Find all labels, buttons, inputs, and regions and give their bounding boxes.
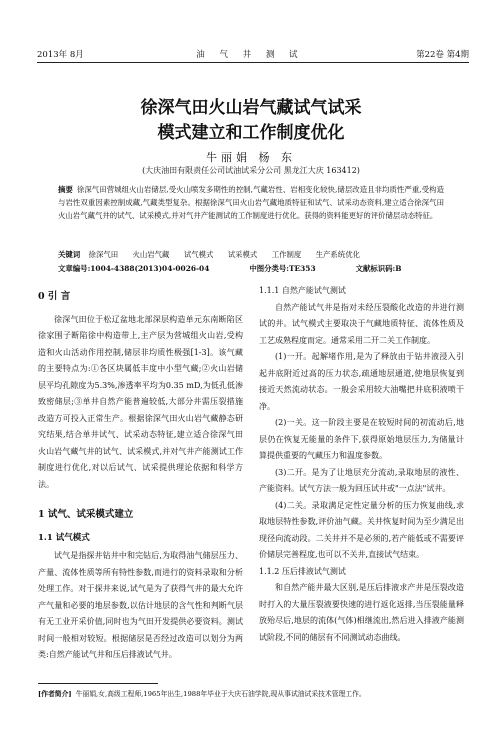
keywords-label: 关键词 [58,250,81,259]
header-rule [37,62,469,63]
paragraph: (3)二开。是为了让地层充分流动,录取地层的液性、产能资料。试气方法一般为回压试井或"一点法"试井。 [259,467,464,493]
paragraph: 自然产能试气井是指对未经压裂酸化改造的井进行测试的井。试气模式主要取决于气藏地质特征、流体性质及工艺成熟程度而定。通常采用二开二关工作制度。 [259,302,464,345]
section-heading-1: 1 试气、试采模式建立 [38,509,134,520]
paragraph: 徐深气田位于松辽盆地北部深层构造单元东南断陷区徐家围子断陷徐中构造带上,主产层为营城组火山岩,受构造和火山活动作用控制,储层非均质性极强[1-3]。该气藏的主要特点为:①各区块属低丰度中小型气藏;②火山岩储层平均孔隙度为5.3%,渗透率平均为0.35 mD,为低孔低渗致密储层;③单井自然产能普遍较低,大部分井需压裂措施改造方可投入正常生产。根据徐深气田火山岩气藏静态研究结果,结合单井试气、试采动态特征,建立适合徐深气田火山岩气藏气井的试气、试采模式,并对气井产能测试工作制度进行优化,对以后试气、试采提供理论依据和科学方法。 [38,314,243,489]
authors: 牛丽娟 杨 东 [206,151,296,164]
article-number: 文章编号:1004-4388(2013)04-0026-04 [58,264,210,273]
author-footnote [38,688,469,698]
paragraph: 和自然产能井最大区别,是压后排液求产井是压裂改造时打入的大量压裂液要快速的进行返化返排,当压裂能量释放殆尽后,地层的流体(气体)相继流出,然后进入排液产能测试阶段,不同的储层有不同测试动态曲线。 [259,583,464,642]
footnote-label: [作者简介] [38,690,72,698]
document-code: 文献标识码:B [355,264,402,273]
section-heading-intro: 0 引 言 [38,291,71,302]
keyword: 徐深气田 [88,250,119,259]
abstract-text: 徐深气田营城组火山岩储层,受火山喷发多期性的控制,气藏岩性、岩相变化较快,储层改造且非均质性严重,受构造与岩性双重因素控制成藏,气藏类型复杂。根据徐深气田火山岩气藏地质特征和试气、试采动态资料,建立适合徐深气田火山岩气藏气井的试气、试采模式,并对气井产能测试的工作制度进行优化。获得的资料能更好的评价储层动态特征。 [58,185,444,220]
paragraph: (1)一开。起解堵作用,是为了释放由于钻井液浸入引起井底附近过高的压力状态,疏通地层通道,使地层恢复到接近天然流动状态。一般会采用较大油嘴把井底积液喷干净。 [259,352,464,411]
keywords [58,249,444,260]
clc-number: 中图分类号:TE353 [249,264,316,273]
subsection-heading-1-1-1: 1.1.1 自然产能试气测试 [259,286,346,295]
title-line-1: 徐深气田火山岩气藏试气试采 [140,98,362,118]
keyword: 试气模式 [183,250,214,259]
subsection-heading-1-1-2: 1.1.2 压后排液试气测试 [259,566,346,576]
paragraph: (4)二关。录取满足定性定量分析的压力恢复曲线,求取地层特性参数,评价油气藏。关井恢复时间为至少满足出现径向流动段。二关井并不是必须的,若产能低或不需要评价储层完善程度,也可以不关井,直接试气结束。 [259,500,464,559]
paragraph: (2)一关。这一阶段主要是在较短时间的初流动后,地层仍在恢复无能量的条件下,获得原始地层压力,为储量计算提供重要的气藏压力和温度参数。 [259,418,464,460]
affiliation: (大庆油田有限责任公司试油试采分公司 黑龙江大庆 163412) [142,166,360,175]
footnote-text: 牛丽娟,女,高级工程师,1965年出生,1988年毕业于大庆石油学院,现从事试油试采技术管理工作。 [75,690,366,698]
keyword: 工作制度 [271,250,302,259]
header-journal: 油 气 井 测 试 [196,50,304,60]
paragraph: 试气是指探井钻井中和完钻后,为取得油气储层压力、产量、流体性质等所有特性参数,而进行的资料录取和分析处理工作。对于探井来说,试气是为了获得气井的最大允许产气量和必要的地层参数,以估计地层的含气性和判断气层有无工业开采价值,同时也为气田开发提供必要资料。测试时间一般相对较短。根据储层是否经过改造可以划分为两类:自然产能试气井和压后排液试气井。 [38,551,243,659]
subsection-heading-1-1: 1.1 试气模式 [38,532,90,543]
footnote-rule [38,683,158,684]
header-date: 2013年 8月 [37,50,84,60]
abstract-label: 摘要 [58,185,73,194]
keyword: 试采模式 [227,250,258,259]
title-line-2: 模式建立和工作制度优化 [157,123,345,143]
right-column [259,283,464,646]
article-meta [58,263,444,274]
abstract [58,183,444,222]
keyword: 生产系统优化 [315,250,360,259]
left-column [38,283,243,664]
header-volume: 第22卷 第4期 [416,50,469,60]
keyword: 火山岩气藏 [132,250,170,259]
